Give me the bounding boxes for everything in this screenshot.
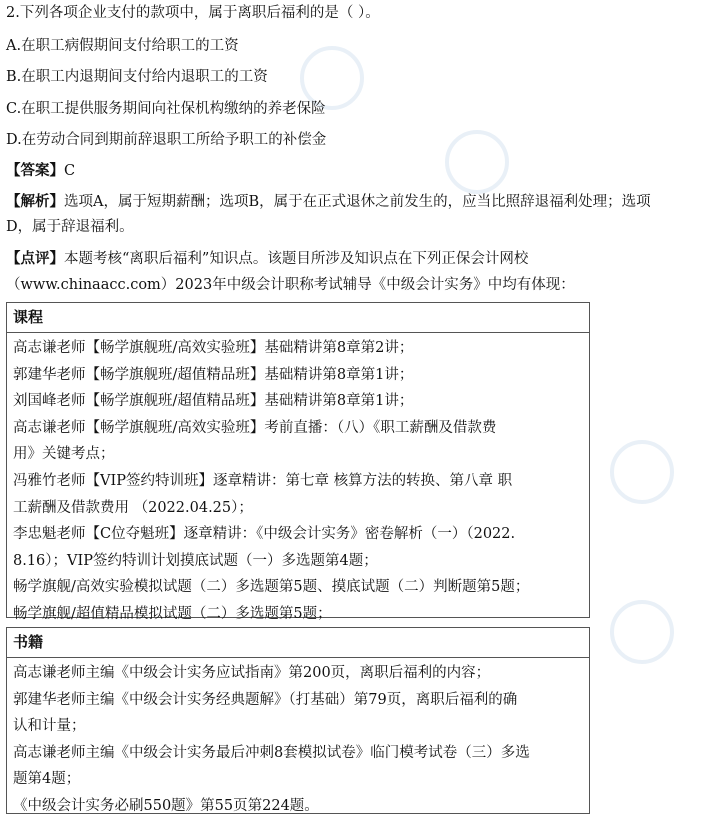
watermark-logo	[610, 600, 674, 664]
comment-line-1	[6, 248, 528, 270]
course-box-line: 高志谦老师【畅学旗舰班/高效实验班】基础精讲第8章第2讲；	[13, 340, 414, 356]
course-box-line: 8.16）；VIP签约特训计划摸底试题（一）多选题第4题；	[13, 552, 378, 569]
book-box-body	[7, 658, 589, 822]
course-box-title: 课程	[7, 303, 589, 333]
course-box-line: 工薪酬及借款费用 （2022.04.25）；	[13, 499, 253, 516]
course-box-line: 畅学旗舰/超值精品模拟试题（二）多选题第5题；	[13, 605, 332, 622]
course-box	[6, 302, 590, 622]
option-a: A.在职工病假期间支付给职工的工资	[6, 38, 239, 54]
course-box-body	[7, 333, 589, 630]
question-stem: 2.下列各项企业支付的款项中，属于离职后福利的是（ ）。	[6, 5, 380, 21]
analysis-label: 【解析】	[6, 193, 64, 210]
book-box-line: 郭建华老师主编《中级会计实务经典题解》（打基础）第79页，离职后福利的确	[13, 691, 518, 708]
book-box	[6, 627, 590, 814]
option-b: B.在职工内退期间支付给内退职工的工资	[6, 69, 268, 85]
book-box-line: 《中级会计实务必刷550题》第55页第224题。	[13, 797, 319, 814]
book-box-line: 高志谦老师主编《中级会计实务应试指南》第200页，离职后福利的内容；	[13, 665, 491, 681]
answer-value: C	[64, 163, 76, 179]
book-box-line: 高志谦老师主编《中级会计实务最后冲刺8套模拟试卷》临门模考试卷（三）多选	[13, 744, 530, 761]
analysis-text-2: D，属于辞退福利。	[6, 219, 134, 235]
answer-line	[6, 160, 75, 182]
answer-label: 【答案】	[6, 162, 64, 179]
course-box-line: 冯雅竹老师【VIP签约特训班】逐章精讲：第七章 核算方法的转换、第八章 职	[13, 472, 513, 489]
comment-text-2: （www.chinaacc.com）2023年中级会计职称考试辅导《中级会计实务》中均有体现：	[6, 277, 575, 293]
course-box-line: 刘国峰老师【畅学旗舰班/超值精品班】基础精讲第8章第1讲；	[13, 393, 414, 410]
analysis-text-1: 选项A，属于短期薪酬；选项B，属于在正式退休之前发生的，应当比照辞退福利处理；选项	[64, 194, 651, 210]
course-box-line: 用》关键考点；	[13, 446, 115, 463]
watermark-logo	[610, 440, 674, 504]
book-box-title: 书籍	[7, 628, 589, 658]
analysis-line-1	[6, 191, 651, 213]
comment-label: 【点评】	[6, 250, 64, 267]
course-box-line: 高志谦老师【畅学旗舰班/高效实验班】考前直播：（八）《职工薪酬及借款费	[13, 419, 497, 436]
book-box-line: 认和计量；	[13, 718, 86, 735]
comment-text-1: 本题考核“离职后福利”知识点。该题目所涉及知识点在下列正保会计网校	[64, 251, 529, 267]
course-box-line: 李忠魁老师【C位夺魁班】逐章精讲：《中级会计实务》密卷解析（一）（2022.	[13, 526, 516, 543]
option-d: D.在劳动合同到期前辞退职工所给予职工的补偿金	[6, 132, 327, 148]
watermark-logo	[445, 130, 509, 194]
book-box-line: 题第4题；	[13, 771, 81, 788]
option-c: C.在职工提供服务期间向社保机构缴纳的养老保险	[6, 101, 326, 117]
course-box-line: 畅学旗舰/高效实验模拟试题（二）多选题第5题、摸底试题（二）判断题第5题；	[13, 579, 530, 596]
course-box-line: 郭建华老师【畅学旗舰班/超值精品班】基础精讲第8章第1讲；	[13, 366, 414, 383]
